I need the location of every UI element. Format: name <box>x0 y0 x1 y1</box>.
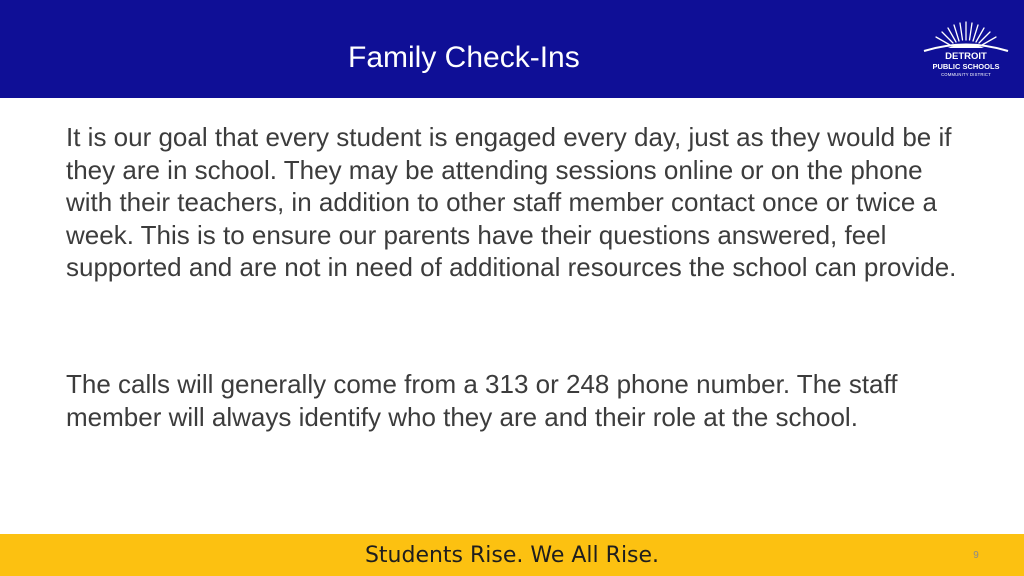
footer-tagline: Students Rise. We All Rise. <box>364 543 660 568</box>
slide-title: Family Check-Ins <box>348 41 580 74</box>
page-number: 9 <box>973 550 979 561</box>
sunrise-logo-icon <box>920 18 1012 54</box>
logo-line-detroit: DETROIT <box>945 51 987 62</box>
body-paragraph-calls: The calls will generally come from a 313 or 248 phone number. The staff member will always identify who they are and their role at the school. <box>66 369 898 432</box>
footer-bar <box>0 534 1024 576</box>
logo-line-community-district: COMMUNITY DISTRICT <box>941 72 991 77</box>
district-logo <box>920 18 1012 82</box>
header-bar <box>0 0 1024 98</box>
body-paragraph-goal: It is our goal that every student is engaged every day, just as they would be if they are in school. They may be attending sessions online or on the phone with their teachers, in addition to other staff member contact once or twice a week. This is to ensure our parents have their questions answered, feel supported and are not in need of additional resources the school can provide. <box>66 122 957 282</box>
logo-line-public-schools: PUBLIC SCHOOLS <box>932 62 1000 71</box>
